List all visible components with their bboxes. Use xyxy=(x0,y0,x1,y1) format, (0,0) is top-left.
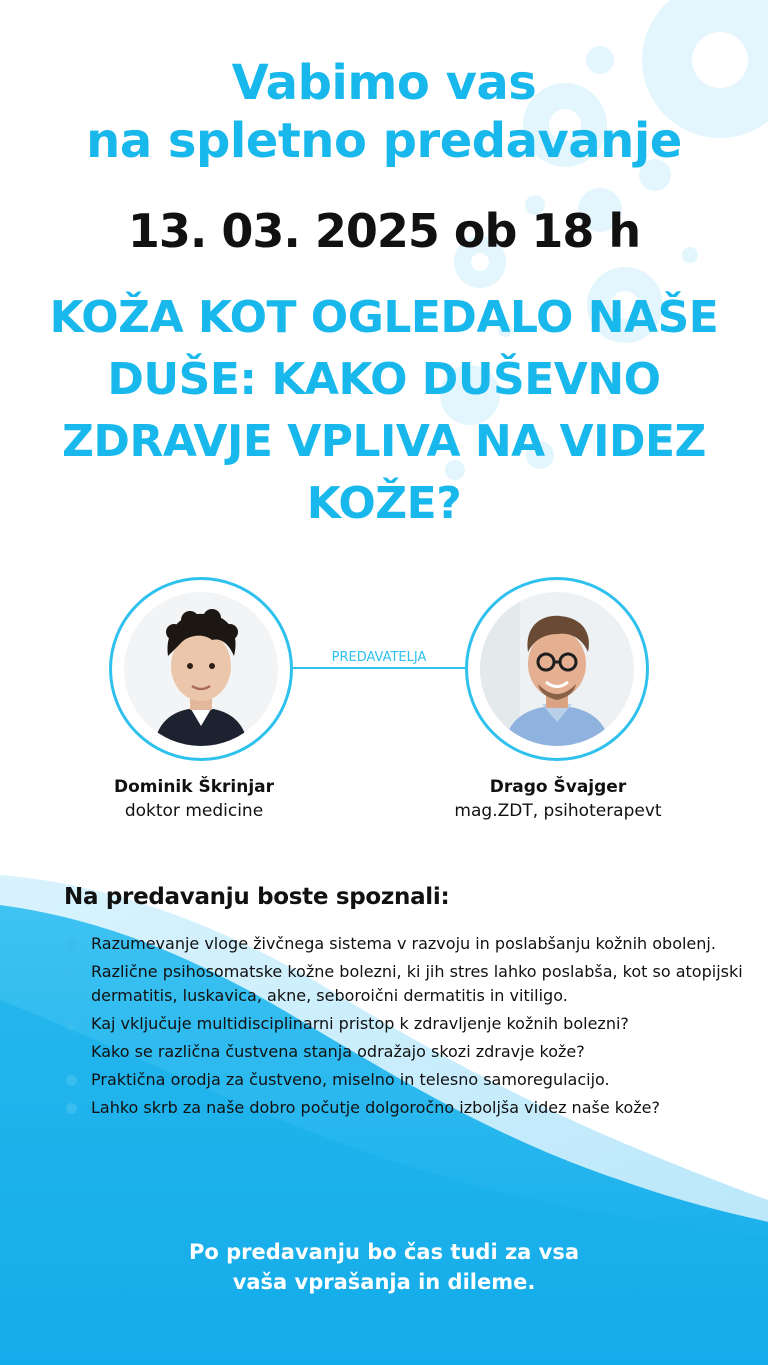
event-date: 13. 03. 2025 ob 18 h xyxy=(127,204,641,258)
list-item: Razumevanje vloge živčnega sistema v razvoju in poslabšanju kožnih obolenj. xyxy=(64,932,744,956)
speaker-role: doktor medicine xyxy=(124,801,264,821)
speaker-name: Dominik Škrinjar xyxy=(113,777,275,797)
bullet-icon xyxy=(66,1103,77,1114)
speaker-avatar-frame xyxy=(465,577,649,761)
speaker-photo-icon xyxy=(124,592,278,746)
bullet-icon xyxy=(66,1019,77,1030)
speakers-label: PREDAVATELJA xyxy=(331,650,427,665)
lecture-title-line: ZDRAVJE VPLIVA NA VIDEZ xyxy=(62,416,706,467)
speaker-avatar-frame xyxy=(109,577,293,761)
footer-line: Po predavanju bo čas tudi za vsa xyxy=(188,1240,580,1264)
bullet-icon xyxy=(66,1075,77,1086)
speaker-connector-line xyxy=(293,667,465,669)
list-item: Lahko skrb za naše dobro počutje dolgoročno izboljša videz naše kože? xyxy=(64,1096,744,1120)
speaker-name: Drago Švajger xyxy=(489,777,627,797)
lecture-title-line: DUŠE: KAKO DUŠEVNO xyxy=(107,354,661,405)
footer-line: vaša vprašanja in dileme. xyxy=(232,1270,536,1294)
learn-heading: Na predavanju boste spoznali: xyxy=(64,884,450,910)
speaker-photo-icon xyxy=(480,592,634,746)
bullet-icon xyxy=(66,967,77,978)
lecture-title-line: KOŽE? xyxy=(306,478,462,529)
invite-line-2: na spletno predavanje xyxy=(86,113,682,169)
list-item: Kako se različna čustvena stanja odražajo skozi zdravje kože? xyxy=(91,1042,585,1061)
lecture-title-line: KOŽA KOT OGLEDALO NAŠE xyxy=(49,292,719,343)
list-item: Praktična orodja za čustveno, miselno in telesno samoregulacijo. xyxy=(64,1068,744,1092)
list-item: Kaj vključuje multidisciplinarni pristop k zdravljenje kožnih bolezni? xyxy=(64,1012,744,1036)
invite-line-1: Vabimo vas xyxy=(231,55,537,111)
learn-list xyxy=(64,932,744,1124)
speaker-role: mag.ZDT, psihoterapevt xyxy=(454,801,662,821)
bullet-icon xyxy=(66,939,77,950)
list-item: Različne psihosomatske kožne bolezni, ki jih stres lahko poslabša, kot so atopijski dermatitis, luskavica, akne, seboroični dermatitis in vitiligo. xyxy=(64,960,744,1008)
